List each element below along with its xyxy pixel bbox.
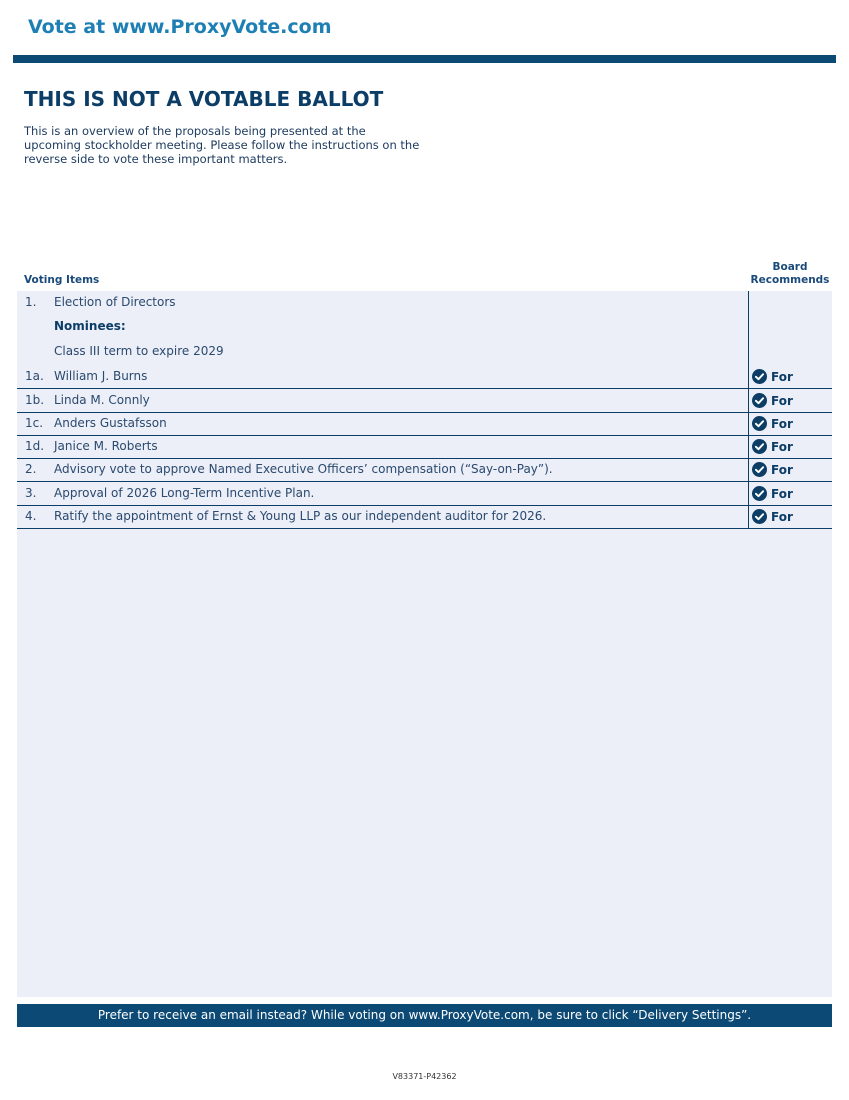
recommendation-label: For [771,416,793,431]
item-number: 2. [25,462,37,476]
voting-item-row [17,315,832,338]
item-text: Approval of 2026 Long-Term Incentive Plan. [54,486,315,500]
board-recommendation [752,438,793,455]
item-text: Linda M. Connly [54,393,150,407]
check-circle-icon [752,486,767,501]
recommendation-label: For [771,439,793,454]
recommendation-label: For [771,393,793,408]
item-number: 3. [25,486,37,500]
recommendation-label: For [771,369,793,384]
voting-item-row [17,482,832,506]
voting-item-row [17,365,832,389]
item-text: Ratify the appointment of Ernst & Young LLP as our independent auditor for 2026. [54,509,547,523]
item-number: 1b. [25,393,45,407]
board-recommendation [752,392,793,409]
item-number: 4. [25,509,37,523]
item-text: Election of Directors [54,295,176,309]
board-recommendation [752,485,793,502]
check-circle-icon [752,462,767,477]
item-text: William J. Burns [54,369,148,383]
check-circle-icon [752,369,767,384]
voting-item-row [17,435,832,459]
board-recommendation [752,415,793,432]
proxyvote-header: Vote at www.ProxyVote.com [28,16,332,38]
nominees-label: Nominees: [54,319,126,333]
voting-item-row [17,389,832,413]
check-circle-icon [752,393,767,408]
recommendation-label: For [771,462,793,477]
check-circle-icon [752,416,767,431]
item-number: 1d. [25,439,45,453]
header-divider [13,55,836,63]
board-recommends-line2: Recommends [750,274,830,286]
item-number: 1a. [25,369,44,383]
ballot-title: THIS IS NOT A VOTABLE BALLOT [24,87,384,111]
voting-item-row [17,412,832,436]
item-text: Anders Gustafsson [54,416,167,430]
check-circle-icon [752,509,767,524]
voting-item-row [17,458,832,482]
board-recommends-line1: Board [772,261,808,273]
document-code: V83371-P42362 [392,1072,457,1081]
board-recommends-header [749,261,831,287]
term-label: Class III term to expire 2029 [54,344,224,358]
voting-item-row [17,505,832,529]
item-text: Janice M. Roberts [54,439,158,453]
item-number: 1c. [25,416,44,430]
voting-item-row [17,340,832,363]
voting-item-row [17,291,832,314]
voting-items-header: Voting Items [24,274,100,286]
board-recommendation [752,508,793,525]
board-recommendation [752,368,793,385]
check-circle-icon [752,439,767,454]
intro-text: This is an overview of the proposals being presented at the upcoming stockholder meeting. Please follow the instructions on the reverse side to vote these important matters. [24,124,420,166]
recommendation-label: For [771,486,793,501]
board-recommendation [752,461,793,478]
item-text: Advisory vote to approve Named Executive Officers’ compensation (“Say-on-Pay”). [54,462,553,476]
recommendation-label: For [771,509,793,524]
email-delivery-notice: Prefer to receive an email instead? While voting on www.ProxyVote.com, be sure to click “Delivery Settings”. [17,1004,832,1027]
item-number: 1. [25,295,37,309]
